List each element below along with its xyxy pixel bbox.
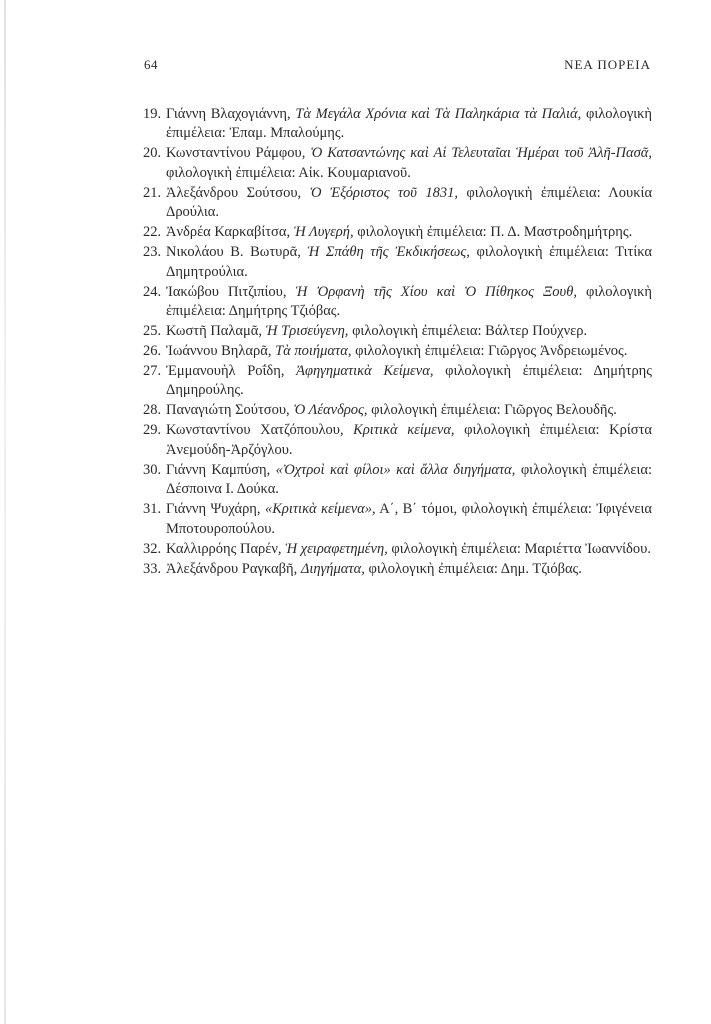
entry-title: Ὁ Ἐξόριστος τοῦ 1831, bbox=[309, 184, 458, 201]
entry-editor: φιλολογικὴ ἐπιμέλεια: Αἰκ. Κουμαριανοῦ. bbox=[166, 164, 411, 181]
entry-editor: φιλολογικὴ ἐπιμέλεια: Κρίστα Ἀνεμούδη-Ἀρζόγλου. bbox=[166, 422, 652, 458]
entry-author: Παναγιώτη Σούτσου, bbox=[166, 402, 290, 419]
entry-author: Γιάννη Καμπύση, bbox=[166, 461, 271, 478]
list-item bbox=[144, 184, 652, 223]
list-item bbox=[144, 560, 652, 579]
entry-editor: φιλολογικὴ ἐπιμέλεια: Μαριέττα Ἰωαννίδου. bbox=[391, 540, 651, 557]
entry-number: 28. bbox=[143, 402, 162, 419]
entry-number: 30. bbox=[143, 461, 162, 478]
list-item bbox=[144, 342, 652, 361]
entry-title: «Κριτικὰ κείμενα», bbox=[264, 501, 376, 518]
list-item bbox=[144, 223, 652, 242]
entry-author: Ἀνδρέα Καρκαβίτσα, bbox=[166, 224, 291, 241]
entry-number: 29. bbox=[143, 422, 162, 439]
entry-number: 32. bbox=[143, 540, 162, 557]
entry-title: «Ὀχτροὶ καὶ φίλοι» καὶ ἄλλα διηγήματα, bbox=[275, 461, 516, 478]
entry-number: 24. bbox=[143, 283, 162, 300]
entry-editor: φιλολογικὴ ἐπιμέλεια: Δέσποινα Ι. Δούκα. bbox=[166, 461, 653, 498]
list-item bbox=[144, 401, 652, 420]
entry-number: 19. bbox=[143, 106, 162, 122]
entry-author: Ἐμμανουὴλ Ροΐδη, bbox=[166, 363, 285, 380]
entry-editor: Α΄, Β΄ τόμοι, φιλολογικὴ ἐπιμέλεια: Ἰφιγένεια Μποτουροπούλου. bbox=[166, 501, 652, 537]
entry-editor: φιλολογικὴ ἐπιμέλεια: Δημ. Τζιόβας. bbox=[368, 560, 582, 577]
entry-author: Ἰακώβου Πιτζιπίου, bbox=[166, 283, 287, 300]
entry-title: Τὰ Μεγάλα Χρόνια καὶ Τὰ Παληκάρια τὰ Παλιά, bbox=[295, 106, 582, 122]
entry-title: Ἡ Σπάθη τῆς Ἐκδικήσεως, bbox=[307, 244, 470, 261]
entry-title: Ὁ Κατσαντώνης καὶ Αἱ Τελευταῖαι Ἡμέραι τοῦ Ἀλῆ-Πασᾶ, bbox=[310, 145, 653, 162]
entry-title: Ἡ χειραφετημένη, bbox=[285, 540, 388, 557]
running-head: ΝΕΑ ΠΟΡΕΙΑ bbox=[564, 57, 651, 72]
list-item bbox=[144, 421, 652, 460]
entry-editor: φιλολογικὴ ἐπιμέλεια: Βάλτερ Πούχνερ. bbox=[352, 323, 588, 340]
entry-author: Ἰωάννου Βηλαρᾶ, bbox=[166, 343, 272, 360]
entry-number: 20. bbox=[143, 145, 162, 162]
entry-title: Κριτικὰ κείμενα, bbox=[353, 422, 455, 439]
entry-title: Ἡ Ὀρφανὴ τῆς Χίου καὶ Ὁ Πίθηκος Ξουθ, bbox=[295, 283, 577, 300]
list-item bbox=[144, 144, 652, 183]
entry-author: Κωνσταντίνου Χατζόπουλου, bbox=[166, 422, 344, 439]
list-item bbox=[144, 540, 652, 559]
entry-title: Ἡ Λυγερή, bbox=[293, 224, 354, 241]
entry-title: Ἀφηγηματικὰ Κείμενα, bbox=[296, 363, 434, 380]
entry-editor: φιλολογικὴ ἐπιμέλεια: Ἐπαμ. Μπαλούμης. bbox=[166, 106, 653, 142]
entry-number: 27. bbox=[143, 363, 162, 380]
entry-number: 25. bbox=[143, 323, 162, 340]
entry-editor: φιλολογικὴ ἐπιμέλεια: Λουκία Δρούλια. bbox=[166, 184, 653, 221]
list-item bbox=[144, 105, 652, 144]
entry-author: Κωστῆ Παλαμᾶ, bbox=[166, 323, 263, 340]
entry-author: Καλλιρρόης Παρέν, bbox=[166, 540, 282, 557]
list-item bbox=[144, 283, 652, 322]
entry-number: 23. bbox=[143, 244, 162, 261]
entry-title: Διηγήματα, bbox=[300, 560, 365, 577]
entry-number: 21. bbox=[143, 184, 162, 201]
entry-title: Ὁ Λέανδρος, bbox=[293, 402, 368, 419]
binding-edge bbox=[4, 0, 6, 1024]
entry-editor: φιλολογικὴ ἐπιμέλεια: Π. Δ. Μαστροδημήτρης. bbox=[357, 224, 633, 241]
list-item bbox=[144, 362, 652, 401]
list-item bbox=[144, 461, 652, 500]
list-item bbox=[144, 243, 652, 282]
entry-editor: φιλολογικὴ ἐπιμέλεια: Γιῶργος Ἀνδρειωμένος. bbox=[355, 343, 628, 360]
entry-editor: φιλολογικὴ ἐπιμέλεια: Δημήτρης Τζιόβας. bbox=[166, 283, 653, 320]
list-item bbox=[144, 500, 652, 539]
entry-author: Ἀλεξάνδρου Ραγκαβῆ, bbox=[166, 560, 298, 577]
entry-author: Νικολάου Β. Βωτυρᾶ, bbox=[166, 244, 301, 261]
entry-number: 33. bbox=[143, 560, 162, 577]
entry-number: 26. bbox=[143, 343, 162, 360]
entry-editor: φιλολογικὴ ἐπιμέλεια: Γιῶργος Βελουδῆς. bbox=[371, 402, 617, 419]
bibliography-list bbox=[144, 105, 652, 580]
entry-editor: φιλολογικὴ ἐπιμέλεια: Τιτίκα Δημητρούλια. bbox=[166, 244, 653, 280]
entry-author: Κωνσταντίνου Ράμφου, bbox=[166, 145, 306, 162]
entry-author: Ἀλεξάνδρου Σούτσου, bbox=[166, 184, 302, 201]
entry-number: 22. bbox=[143, 224, 162, 241]
entry-title: Τὰ ποιήματα, bbox=[275, 343, 352, 360]
entry-editor: φιλολογικὴ ἐπιμέλεια: Δημήτρης Δημηρούλης. bbox=[166, 363, 653, 399]
page-number: 64 bbox=[144, 57, 158, 72]
list-item bbox=[144, 322, 652, 341]
entry-author: Γιάννη Βλαχογιάννη, bbox=[166, 106, 291, 122]
entry-title: Ἡ Τρισεύγενη, bbox=[265, 323, 349, 340]
entry-author: Γιάννη Ψυχάρη, bbox=[166, 501, 261, 518]
entry-number: 31. bbox=[143, 501, 162, 518]
